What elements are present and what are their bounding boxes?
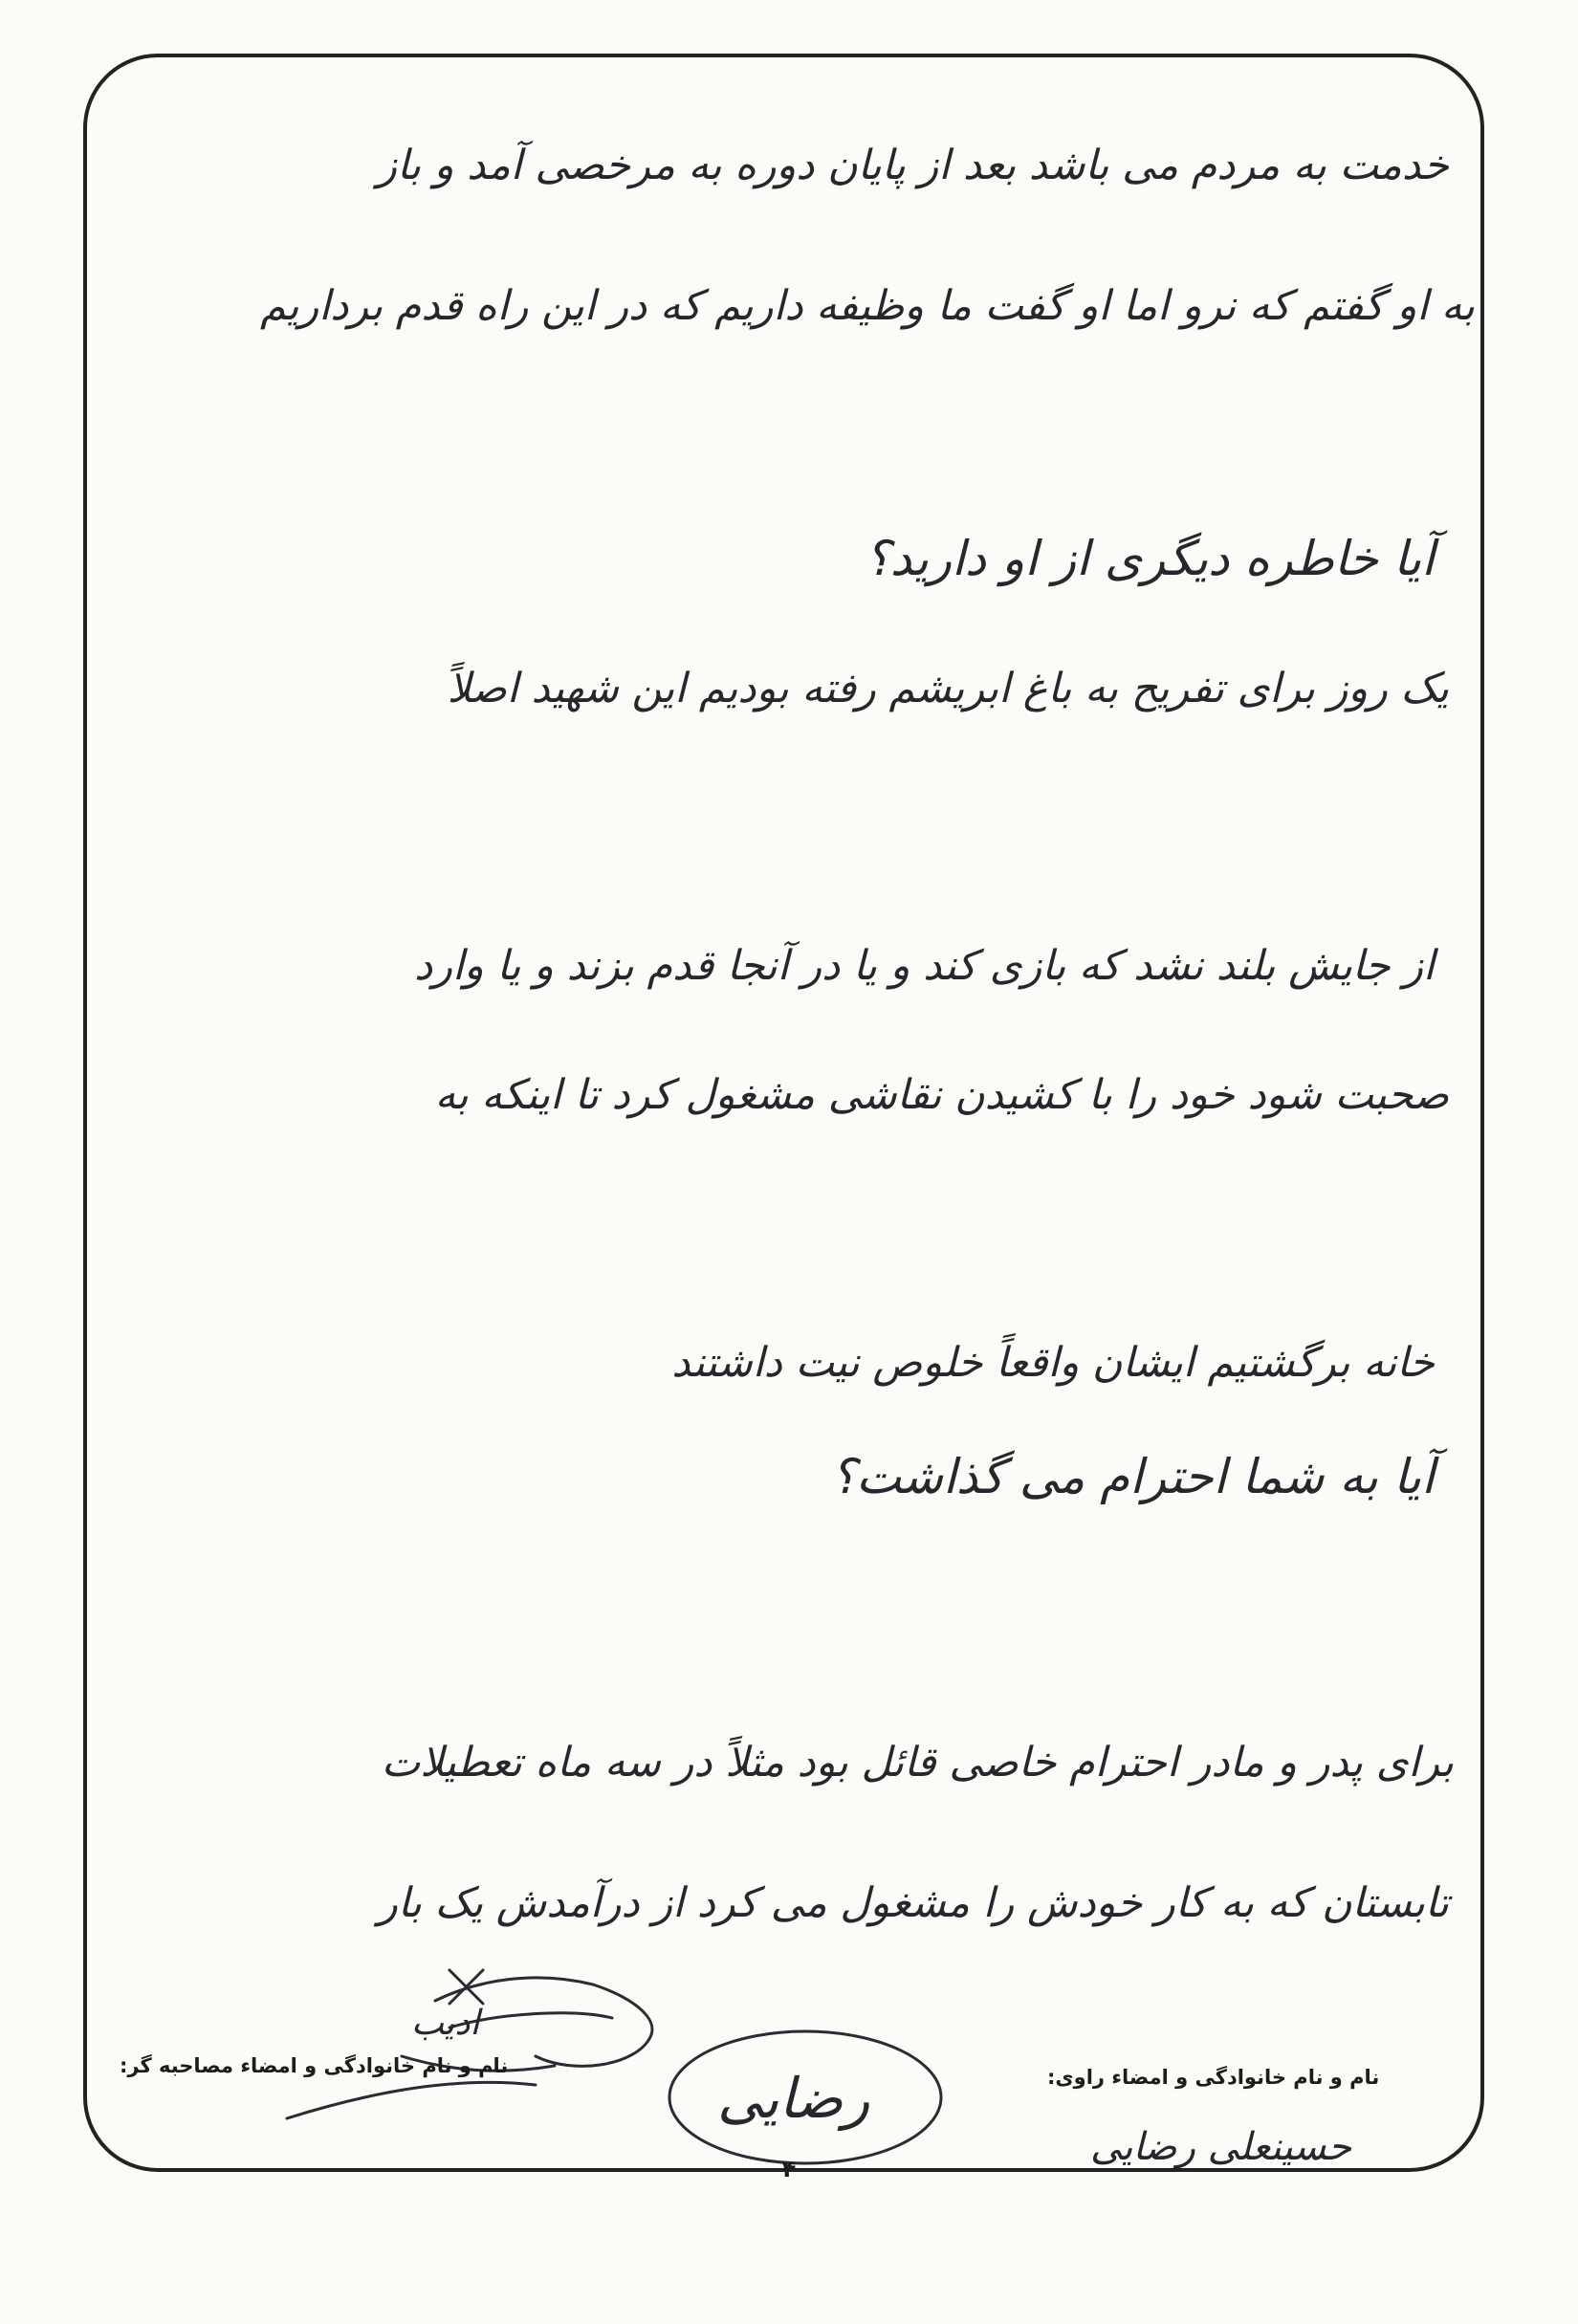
text-line-8: تابستان که به کار خودش را مشغول می کرد از درآمدش یک بار bbox=[378, 1879, 1449, 1927]
question-2: آیا به شما احترام می گذاشت؟ bbox=[830, 1449, 1435, 1504]
text-line-6: خانه برگشتیم ایشان واقعاً خلوص نیت داشتند bbox=[671, 1339, 1435, 1387]
interviewer-signature-name: ادیب bbox=[411, 2004, 480, 2043]
text-line-7: برای پدر و مادر احترام خاصی قائل بود مثلاً در سه ماه تعطیلات bbox=[381, 1739, 1454, 1787]
text-line-5: صحبت شود خود را با کشیدن نقاشی مشغول کرد تا اینکه به bbox=[434, 1071, 1449, 1119]
page-number: ۴ bbox=[781, 2156, 797, 2182]
text-line-4: از جایش بلند نشد که بازی کند و یا در آنجا قدم بزند و یا وارد bbox=[414, 942, 1435, 990]
narrator-signature-stamp: رضایی bbox=[717, 2066, 870, 2131]
interviewer-label: نام و نام خانوادگی و امضاء مصاحبه گر: bbox=[120, 2054, 509, 2077]
text-line-3: یک روز برای تفریح به باغ ابریشم رفته بودیم این شهید اصلاً bbox=[447, 665, 1449, 713]
text-line-1: خدمت به مردم می باشد بعد از پایان دوره به مرخصی آمد و باز bbox=[377, 142, 1449, 189]
text-line-2: به او گفتم که نرو اما او گفت ما وظیفه داریم که در این راه قدم برداریم bbox=[259, 282, 1475, 330]
question-1: آیا خاطره دیگری از او دارید؟ bbox=[865, 531, 1435, 586]
narrator-signature-name: حسینعلی رضایی bbox=[1090, 2125, 1352, 2169]
narrator-label: نام و نام خانوادگی و امضاء راوی: bbox=[1047, 2066, 1380, 2089]
